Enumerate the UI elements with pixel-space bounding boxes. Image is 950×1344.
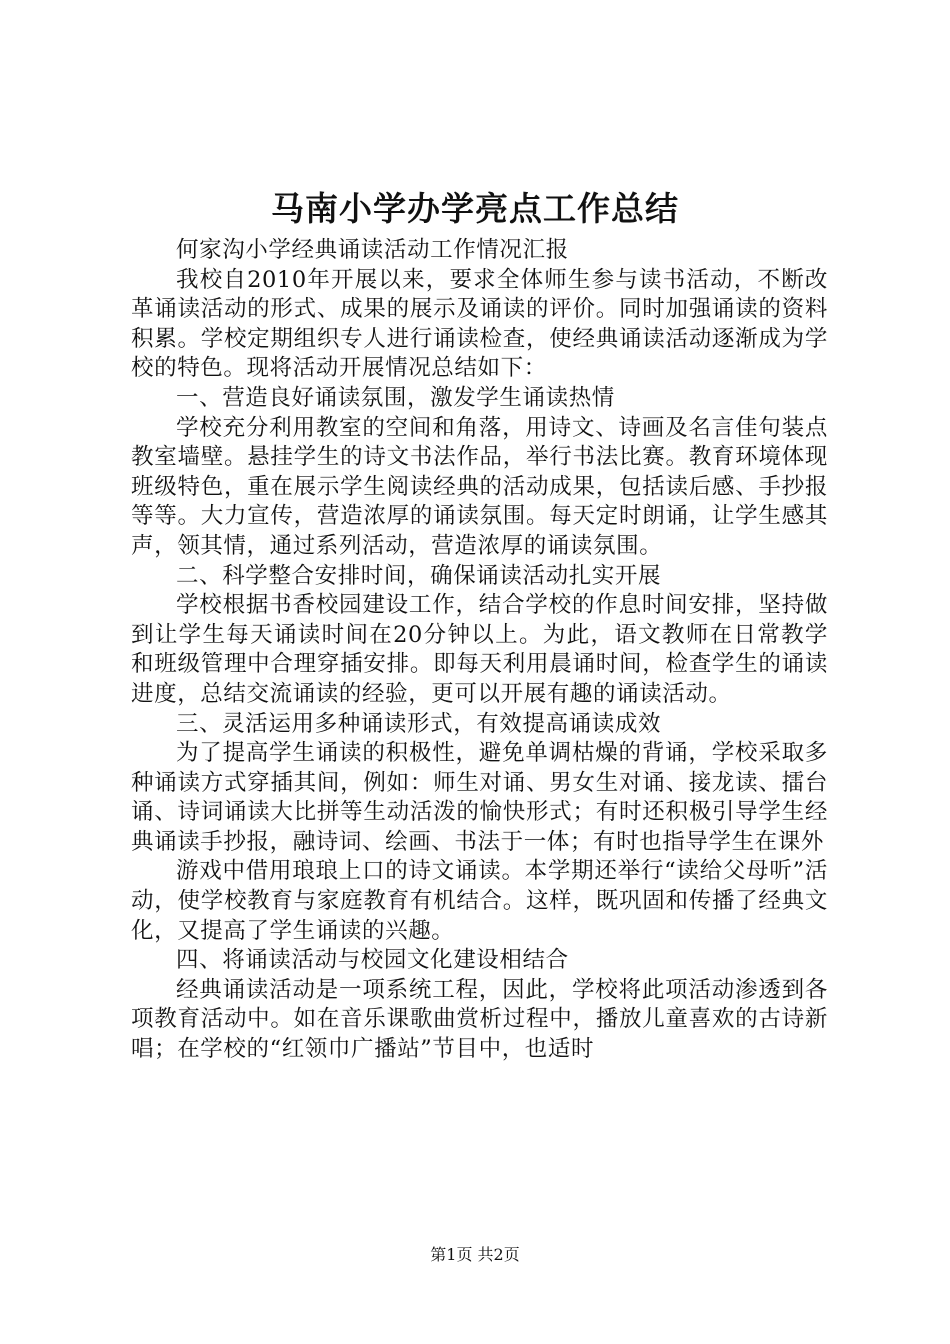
section-paragraph-3-continued: 游戏中借用琅琅上口的诗文诵读。本学期还举行“读给父母听”活动，使学校教育与家庭教育有机结合。这样，既巩固和传播了经典文化，又提高了学生诵读的兴趣。: [131, 858, 828, 944]
section-heading-3: 三、灵活运用多种诵读形式，有效提高诵读成效: [176, 710, 662, 737]
subtitle-paragraph: 何家沟小学经典诵读活动工作情况汇报: [176, 237, 569, 263]
section-heading-1: 一、营造良好诵读氛围，激发学生诵读热情: [176, 384, 615, 411]
section-paragraph-2: 学校根据书香校园建设工作，结合学校的作息时间安排，坚持做到让学生每天诵读时间在20分钟以上。为此，语文教师在日常教学和班级管理中合理穿插安排。即每天利用晨诵时间，检查学生的诵读进度，总结交流诵读的经验，更可以开展有趣的诵读活动。: [131, 592, 828, 707]
document-title: 马南小学办学亮点工作总结: [271, 189, 679, 228]
page-number-footer: 第1页 共2页: [430, 1245, 520, 1264]
section-paragraph-1: 学校充分利用教室的空间和角落，用诗文、诗画及名言佳句装点教室墙壁。悬挂学生的诗文书法作品，举行书法比赛。教育环境体现班级特色，重在展示学生阅读经典的活动成果，包括读后感、手抄报等等。大力宣传，营造浓厚的诵读氛围。每天定时朗诵，让学生感其声，领其情，通过系列活动，营造浓厚的诵读氛围。: [131, 414, 828, 559]
intro-paragraph: 我校自2010年开展以来，要求全体师生参与读书活动，不断改革诵读活动的形式、成果的展示及诵读的评价。同时加强诵读的资料积累。学校定期组织专人进行诵读检查，使经典诵读活动逐渐成为学校的特色。现将活动开展情况总结如下：: [131, 266, 828, 382]
section-heading-2: 二、科学整合安排时间，确保诵读活动扎实开展: [176, 562, 662, 589]
section-paragraph-3: 为了提高学生诵读的积极性，避免单调枯燥的背诵，学校采取多种诵读方式穿插其间，例如：师生对诵、男女生对诵、接龙读、擂台诵、诗词诵读大比拼等生动活泼的愉快形式；有时还积极引导学生经典诵读手抄报，融诗词、绘画、书法于一体；有时也指导学生在课外: [131, 740, 828, 855]
section-heading-4: 四、将诵读活动与校园文化建设相结合: [176, 947, 569, 974]
document-body: [131, 236, 828, 1065]
section-paragraph-4: 经典诵读活动是一项系统工程，因此，学校将此项活动渗透到各项教育活动中。如在音乐课歌曲赏析过程中，播放儿童喜欢的古诗新唱；在学校的“红领巾广播站”节目中，也适时: [131, 976, 828, 1063]
